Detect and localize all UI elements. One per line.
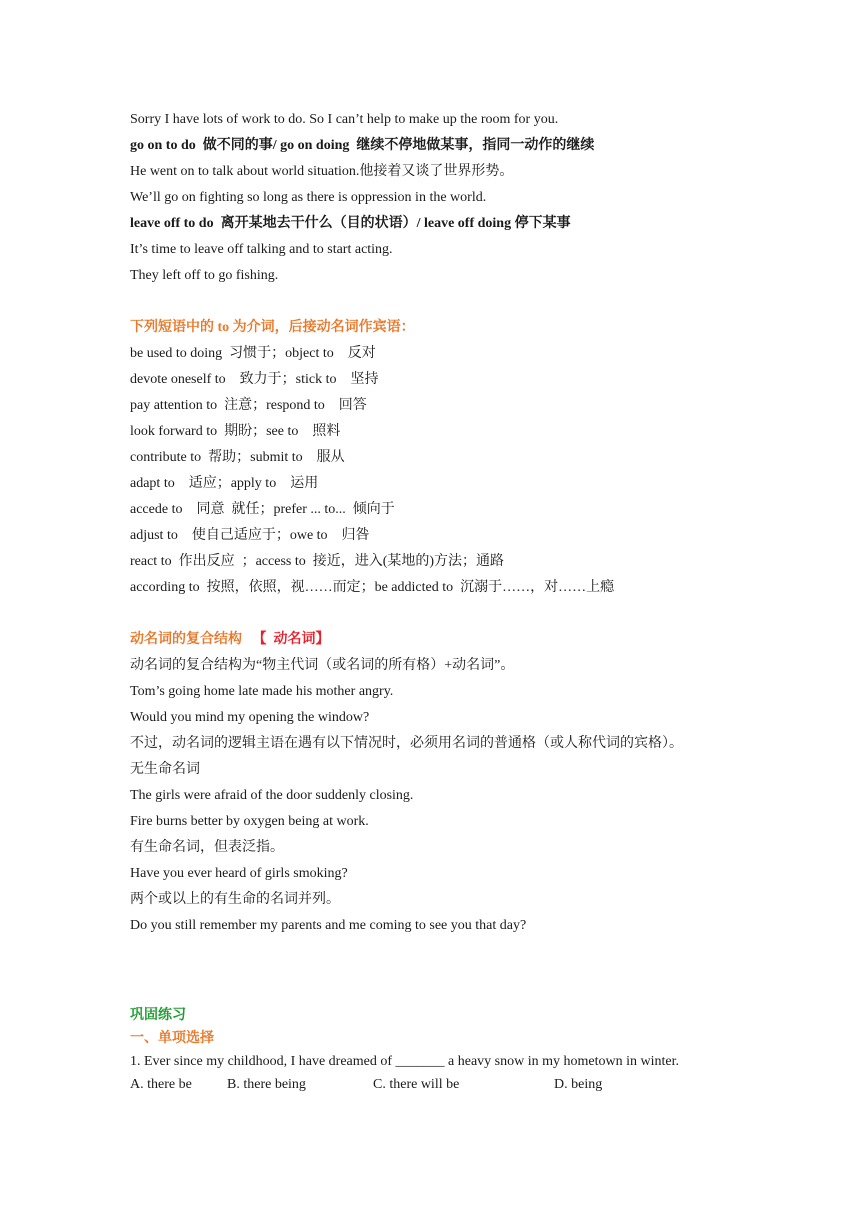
text-line: The girls were afraid of the door suddenly closing. [130, 788, 414, 803]
text-line: It’s time to leave off talking and to start acting. [130, 242, 393, 257]
text-line: He went on to talk about world situation.他接着又谈了世界形势。 [130, 164, 514, 179]
text-line: Have you ever heard of girls smoking? [130, 866, 348, 881]
section-heading-prep-to: 下列短语中的 to 为介词，后接动名词作宾语： [130, 320, 415, 335]
text-line: We’ll go on fighting so long as there is oppression in the world. [130, 190, 487, 205]
text-line: 有生命名词，但表泛指。 [130, 840, 284, 855]
phrase-line: devote oneself to 致力于；stick to 坚持 [130, 372, 379, 387]
section-compound [130, 630, 830, 942]
exercise-subheading: 一、单项选择 [130, 1031, 214, 1046]
phrase-line: react to 作出反应 ；access to 接近，进入(某地的)方法；通路 [130, 554, 505, 569]
option-b[interactable]: B. there being [227, 1077, 306, 1092]
section-go-leave [130, 110, 830, 292]
text-line: They left off to go fishing. [130, 268, 279, 283]
phrase-line: be used to doing 习惯于；object to 反对 [130, 346, 376, 361]
phrase-line: adapt to 适应；apply to 运用 [130, 476, 319, 491]
phrase-line: contribute to 帮助；submit to 服从 [130, 450, 345, 465]
answer-options [130, 1075, 830, 1101]
section-heading-compound [130, 630, 830, 656]
text-line: Would you mind my opening the window? [130, 710, 370, 725]
text-line: Fire burns better by oxygen being at work. [130, 814, 369, 829]
option-d[interactable]: D. being [554, 1077, 603, 1092]
section-exercise [130, 1006, 830, 1101]
compound-tag: 【 动名词】 [252, 632, 330, 647]
text-line: 两个或以上的有生命的名词并列。 [130, 892, 340, 907]
compound-heading-text: 动名词的复合结构 [130, 632, 242, 647]
text-line: 无生命名词 [130, 762, 200, 777]
text-line: Sorry I have lots of work to do. So I can’t help to make up the room for you. [130, 112, 559, 127]
option-c[interactable]: C. there will be [373, 1077, 460, 1092]
option-a[interactable]: A. there be [130, 1077, 192, 1092]
exercise-heading: 巩固练习 [130, 1008, 186, 1023]
phrase-line: according to 按照，依照，视……而定；be addicted to 沉溺于……，对……上瘾 [130, 580, 615, 595]
phrase-line: accede to 同意 就任；prefer ... to... 倾向于 [130, 502, 395, 517]
phrase-line: look forward to 期盼；see to 照料 [130, 424, 341, 439]
question-text: 1. Ever since my childhood, I have dreamed of _______ a heavy snow in my hometown in winter. [130, 1054, 679, 1069]
document-page [130, 110, 830, 1101]
phrase-line: pay attention to 注意；respond to 回答 [130, 398, 367, 413]
text-line: 不过，动名词的逻辑主语在遇有以下情况时，必须用名词的普通格（或人称代词的宾格）。 [130, 736, 683, 751]
phrase-heading-leave-off: leave off to do 离开某地去干什么（目的状语）/ leave off doing 停下某事 [130, 216, 571, 231]
text-line: Do you still remember my parents and me coming to see you that day? [130, 918, 527, 933]
section-prep-to [130, 318, 830, 604]
text-line: 动名词的复合结构为“物主代词（或名词的所有格）+动名词”。 [130, 658, 515, 673]
phrase-line: adjust to 使自己适应于；owe to 归咎 [130, 528, 370, 543]
text-line: Tom’s going home late made his mother angry. [130, 684, 394, 699]
phrase-heading-go-on: go on to do 做不同的事/ go on doing 继续不停地做某事，指同一动作的继续 [130, 138, 595, 153]
